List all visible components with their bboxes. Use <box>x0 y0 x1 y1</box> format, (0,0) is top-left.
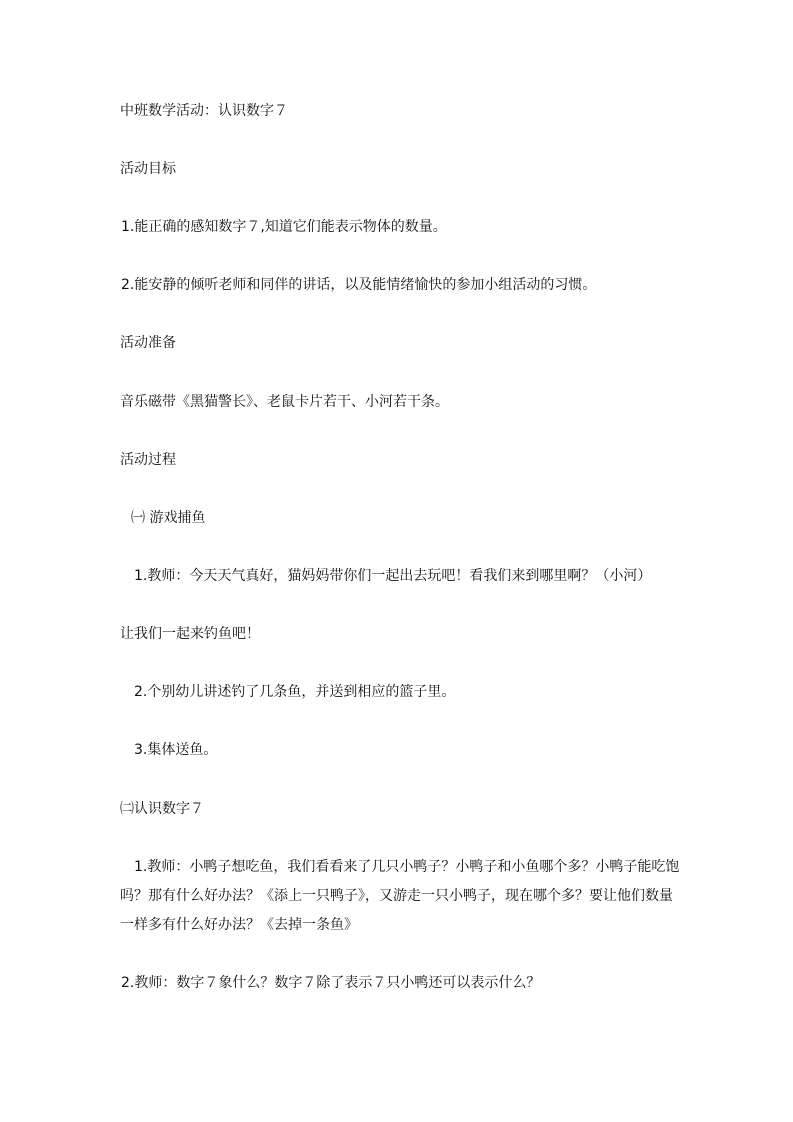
section2-heading: ㈡认识数字７ <box>120 801 204 817</box>
section2-item1-line1: 1.教师：小鸭子想吃鱼，我们看看来了几只小鸭子？小鸭子和小鱼哪个多？小鸭子能吃饱 <box>134 859 680 875</box>
goal-item: 2.能安静的倾听老师和同伴的讲话，以及能情绪愉快的参加小组活动的习惯。 <box>121 277 597 293</box>
process-heading: 活动过程 <box>120 452 176 468</box>
section2-item1-line3: 一样多有什么好办法？《去掉一条鱼》 <box>120 917 358 933</box>
goals-heading: 活动目标 <box>120 161 176 177</box>
section1-item1-line2: 让我们一起来钓鱼吧！ <box>120 626 260 642</box>
section1-item2: 2.个别幼儿讲述钓了几条鱼，并送到相应的篮子里。 <box>134 684 456 700</box>
section2-item1-line2: 吗？那有什么好办法？《添上一只鸭子》，又游走一只小鸭子，现在哪个多？要让他们数量 <box>120 888 673 904</box>
goal-item: 1.能正确的感知数字７,知道它们能表示物体的数量。 <box>121 219 447 235</box>
prep-heading: 活动准备 <box>120 335 176 351</box>
section1-heading: ㈠ 游戏捕鱼 <box>131 510 206 526</box>
section1-item3: 3.集体送鱼。 <box>134 742 218 758</box>
section1-item1-line1: 1.教师：今天天气真好，猫妈妈带你们一起出去玩吧！看我们来到哪里啊？（小河） <box>134 568 652 584</box>
prep-text: 音乐磁带《黑猫警长》、老鼠卡片若干、小河若干条。 <box>120 394 449 410</box>
document-title: 中班数学活动：认识数字７ <box>120 103 288 119</box>
section2-item2: 2.教师：数字７象什么？数字７除了表示７只小鸭还可以表示什么？ <box>121 975 541 991</box>
